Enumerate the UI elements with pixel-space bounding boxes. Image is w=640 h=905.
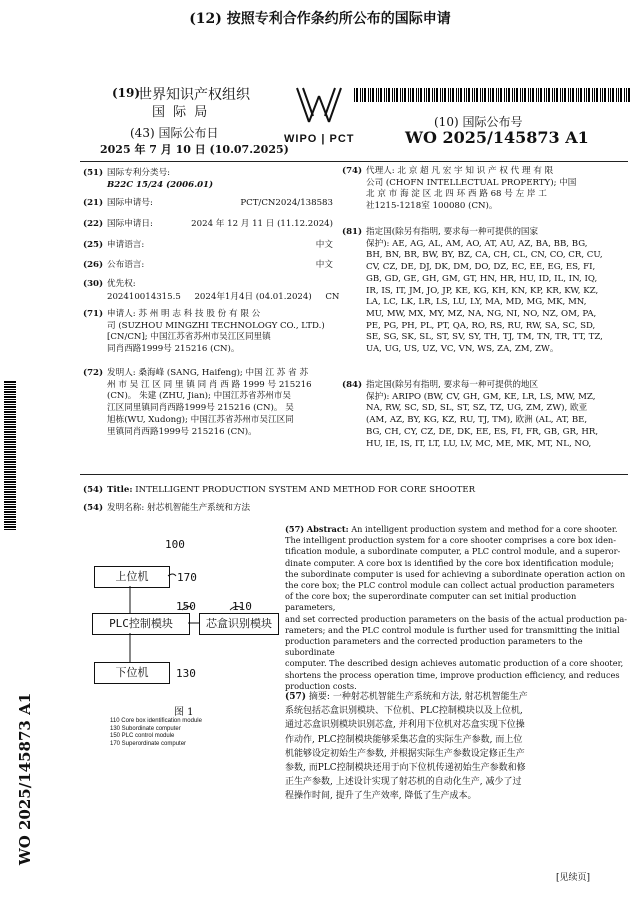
document-title: (12) 按照专利合作条约所公布的国际申请 [189, 11, 451, 27]
fig-leader-150 [182, 606, 192, 610]
divider-top [80, 161, 628, 162]
side-pub-number: WO 2025/145873 A1 [16, 692, 34, 866]
abstract-en: (57) Abstract: An intelligent production system and method for a core shooter. The intelligent production system for a core shooter comprises a core box iden- tification module, a subordinate computer, a PLC control module, and a superor- dinate computer. A core box is identified by the core box identification module; the subordinate computer is used for achieving a subordinate operation action on the core box; the PLC control module can collect actual production parameters of the core box; the superordinate computer can set initial production parameters, and set corrected production parameters on the basis of the actual production pa- rameters; and the PLC control module is further used for transmitting the initial production parameters and the corrected production parameters to the subordinate computer. The described design achieves automatic production of a core shooter, shortens the process operation time, improve production efficiency, and reduces production costs. [285, 524, 628, 691]
fig-ref-100: 100 [165, 538, 185, 551]
inventors: (72) 发明人: 桑海峰 (SANG, Haifeng); 中国 江 苏 省 苏 州 市 吴 江 区 同 里 镇 同 肖 西 路 1999 号 215216 (CN)。 朱建 (ZHU, Jian); 中国江苏省苏州市吴 江区同里镇同肖西路1999号 215216 (CN)。 吴 旭栋(WU, Xudong); 中国江苏省苏州市吴江区同 里镇同肖西路1999号 215216 (CN)。 [83, 368, 312, 437]
abstract-cn: (57) 摘要: 一种射芯机智能生产系统和方法, 射芯机智能生产 系统包括芯盒识别模块、下位机、PLC控制模块以及上位机, 通过芯盒识别模块识别芯盒, 并利用下位机对芯盒实现下位操 作动作, PLC控制模块能够采集芯盒的实际生产参数, 而上位 机能够设定初始生产参数, 并根据实际生产参数设定修正生产 参数, 而PLC控制模块还用于向下位机传递初始生产参数和修 正生产参数, 上述设计实现了射芯机的自动化生产, 减少了过 程操作时间, 提升了生产效率, 降低了生产成本。 [285, 692, 528, 802]
barcode-top [354, 88, 630, 102]
fig-caption: 图 1 [174, 707, 194, 718]
fig-ref-150: 150 [176, 600, 196, 613]
wipo-pct-label: WIPO | PCT [284, 133, 355, 145]
agent: (74) 代理人: 北 京 超 凡 宏 宇 知 识 产 权 代 理 有 限 公司 (CHOFN INTELLECTUAL PROPERTY); 中国 北 京 市 海 淀 区 北 四 环 西 路 68 号 左 岸 工 社1215-1218室 100080 (CN)。 [342, 166, 577, 212]
pub-number: WO 2025/145873 A1 [405, 128, 589, 147]
pub-date: 2025 年 7 月 10 日 (10.07.2025) [100, 143, 289, 156]
fig-box-superordinate: 上位机 [94, 566, 170, 588]
org-number: (19) [112, 86, 141, 100]
pub-date-label: (43) 国际公布日 [130, 126, 219, 140]
pub-no-label: (10) 国际公布号 [434, 115, 523, 129]
bib-22: (22) 国际申请日: 2024 年 12 月 11 日 (11.12.2024) [83, 219, 333, 229]
title-cn: (54) 发明名称: 射芯机智能生产系统和方法 [83, 503, 251, 513]
fig-box-core-id: 芯盒识别模块 [199, 613, 279, 635]
org-sub: 国 际 局 [152, 105, 210, 120]
bib-25: (25) 申请语言: 中文 [83, 240, 333, 250]
org-name: 世界知识产权组织 [138, 87, 250, 103]
bib-priority: 202410014315.5 2024年1月4日 (04.01.2024) CN [107, 292, 340, 302]
bib-26: (26) 公布语言: 中文 [83, 260, 333, 270]
applicant: (71) 申请人: 苏 州 明 志 科 技 股 份 有 限 公 司 (SUZHOU MINGZHI TECHNOLOGY CO., LTD.) [CN/CN]; 中国江苏省苏州市吴江区同里镇 同肖西路1999号 215216 (CN)。 [83, 309, 325, 355]
fig-box-subordinate: 下位机 [94, 662, 170, 684]
bib-51: (51) 国际专利分类号: [83, 168, 171, 178]
fig-connectors [80, 530, 290, 700]
divider-middle [80, 474, 628, 475]
fig-legend: 110 Core box identification module 130 Subordinate computer 150 PLC control module 170 Superordinate computer [110, 718, 202, 747]
bib-ipc: B22C 15/24 (2006.01) [107, 180, 214, 190]
fig-box-plc: PLC控制模块 [92, 613, 190, 635]
fig-ref-170: 170 [177, 571, 197, 584]
designated-national: (81) 指定国(除另有指明, 要求每一种可提供的国家 保护): AE, AG, AL, AM, AO, AT, AU, AZ, BA, BB, BG, BH, BN, BR, BW, BY, BZ, CA, CH, CL, CN, CO, CR, CU, CV, CZ, DE, DJ, DK, DM, DO, DZ, EC, EE, EG, ES, FI, GB, GD, GE, GH, GM, GT, HN, HR, HU, ID, IL, IN, IQ, IR, IS, IT, JM, JO, JP, KE, KG, KH, KN, KP, KR, KW, KZ, LA, LC, LK, LR, LS, LU, LY, MA, MD, MG, MK, MN, MU, MW, MX, MY, MZ, NA, NG, NI, NO, NZ, OM, PA, PE, PG, PH, PL, PT, QA, RO, RS, RU, RW, SA, SC, SD, SE, SG, SK, SL, ST, SV, SY, TH, TJ, TM, TN, TR, TT, TZ, UA, UG, US, UZ, VC, VN, WS, ZA, ZM, ZW。 [342, 227, 603, 355]
fig-ref-130: 130 [176, 667, 196, 680]
fig-leader-170 [168, 574, 176, 576]
bib-21: (21) 国际申请号: PCT/CN2024/138583 [83, 198, 333, 208]
barcode-side [4, 380, 16, 530]
wipo-logo-icon [283, 82, 355, 134]
fig-ref-110: 110 [232, 600, 252, 613]
fig-leader-110 [230, 606, 242, 610]
bib-30: (30) 优先权: [83, 279, 136, 289]
designated-regional: (84) 指定国(除另有指明, 要求每一种可提供的地区 保护): ARIPO (BW, CV, GH, GM, KE, LR, LS, MW, MZ, NA, RW, SC, SD, SL, ST, SZ, TZ, UG, ZM, ZW), 欧亚 (AM, AZ, BY, KG, KZ, RU, TJ, TM), 欧洲 (AL, AT, BE, BG, CH, CY, CZ, DE, DK, EE, ES, FI, FR, GB, GR, HR, HU, IE, IS, IT, LT, LU, LV, MC, ME, MK, MT, NL, NO, [342, 380, 599, 449]
title-en: (54) Title: INTELLIGENT PRODUCTION SYSTEM AND METHOD FOR CORE SHOOTER [83, 485, 476, 495]
continued-note: [见续页] [556, 873, 591, 883]
